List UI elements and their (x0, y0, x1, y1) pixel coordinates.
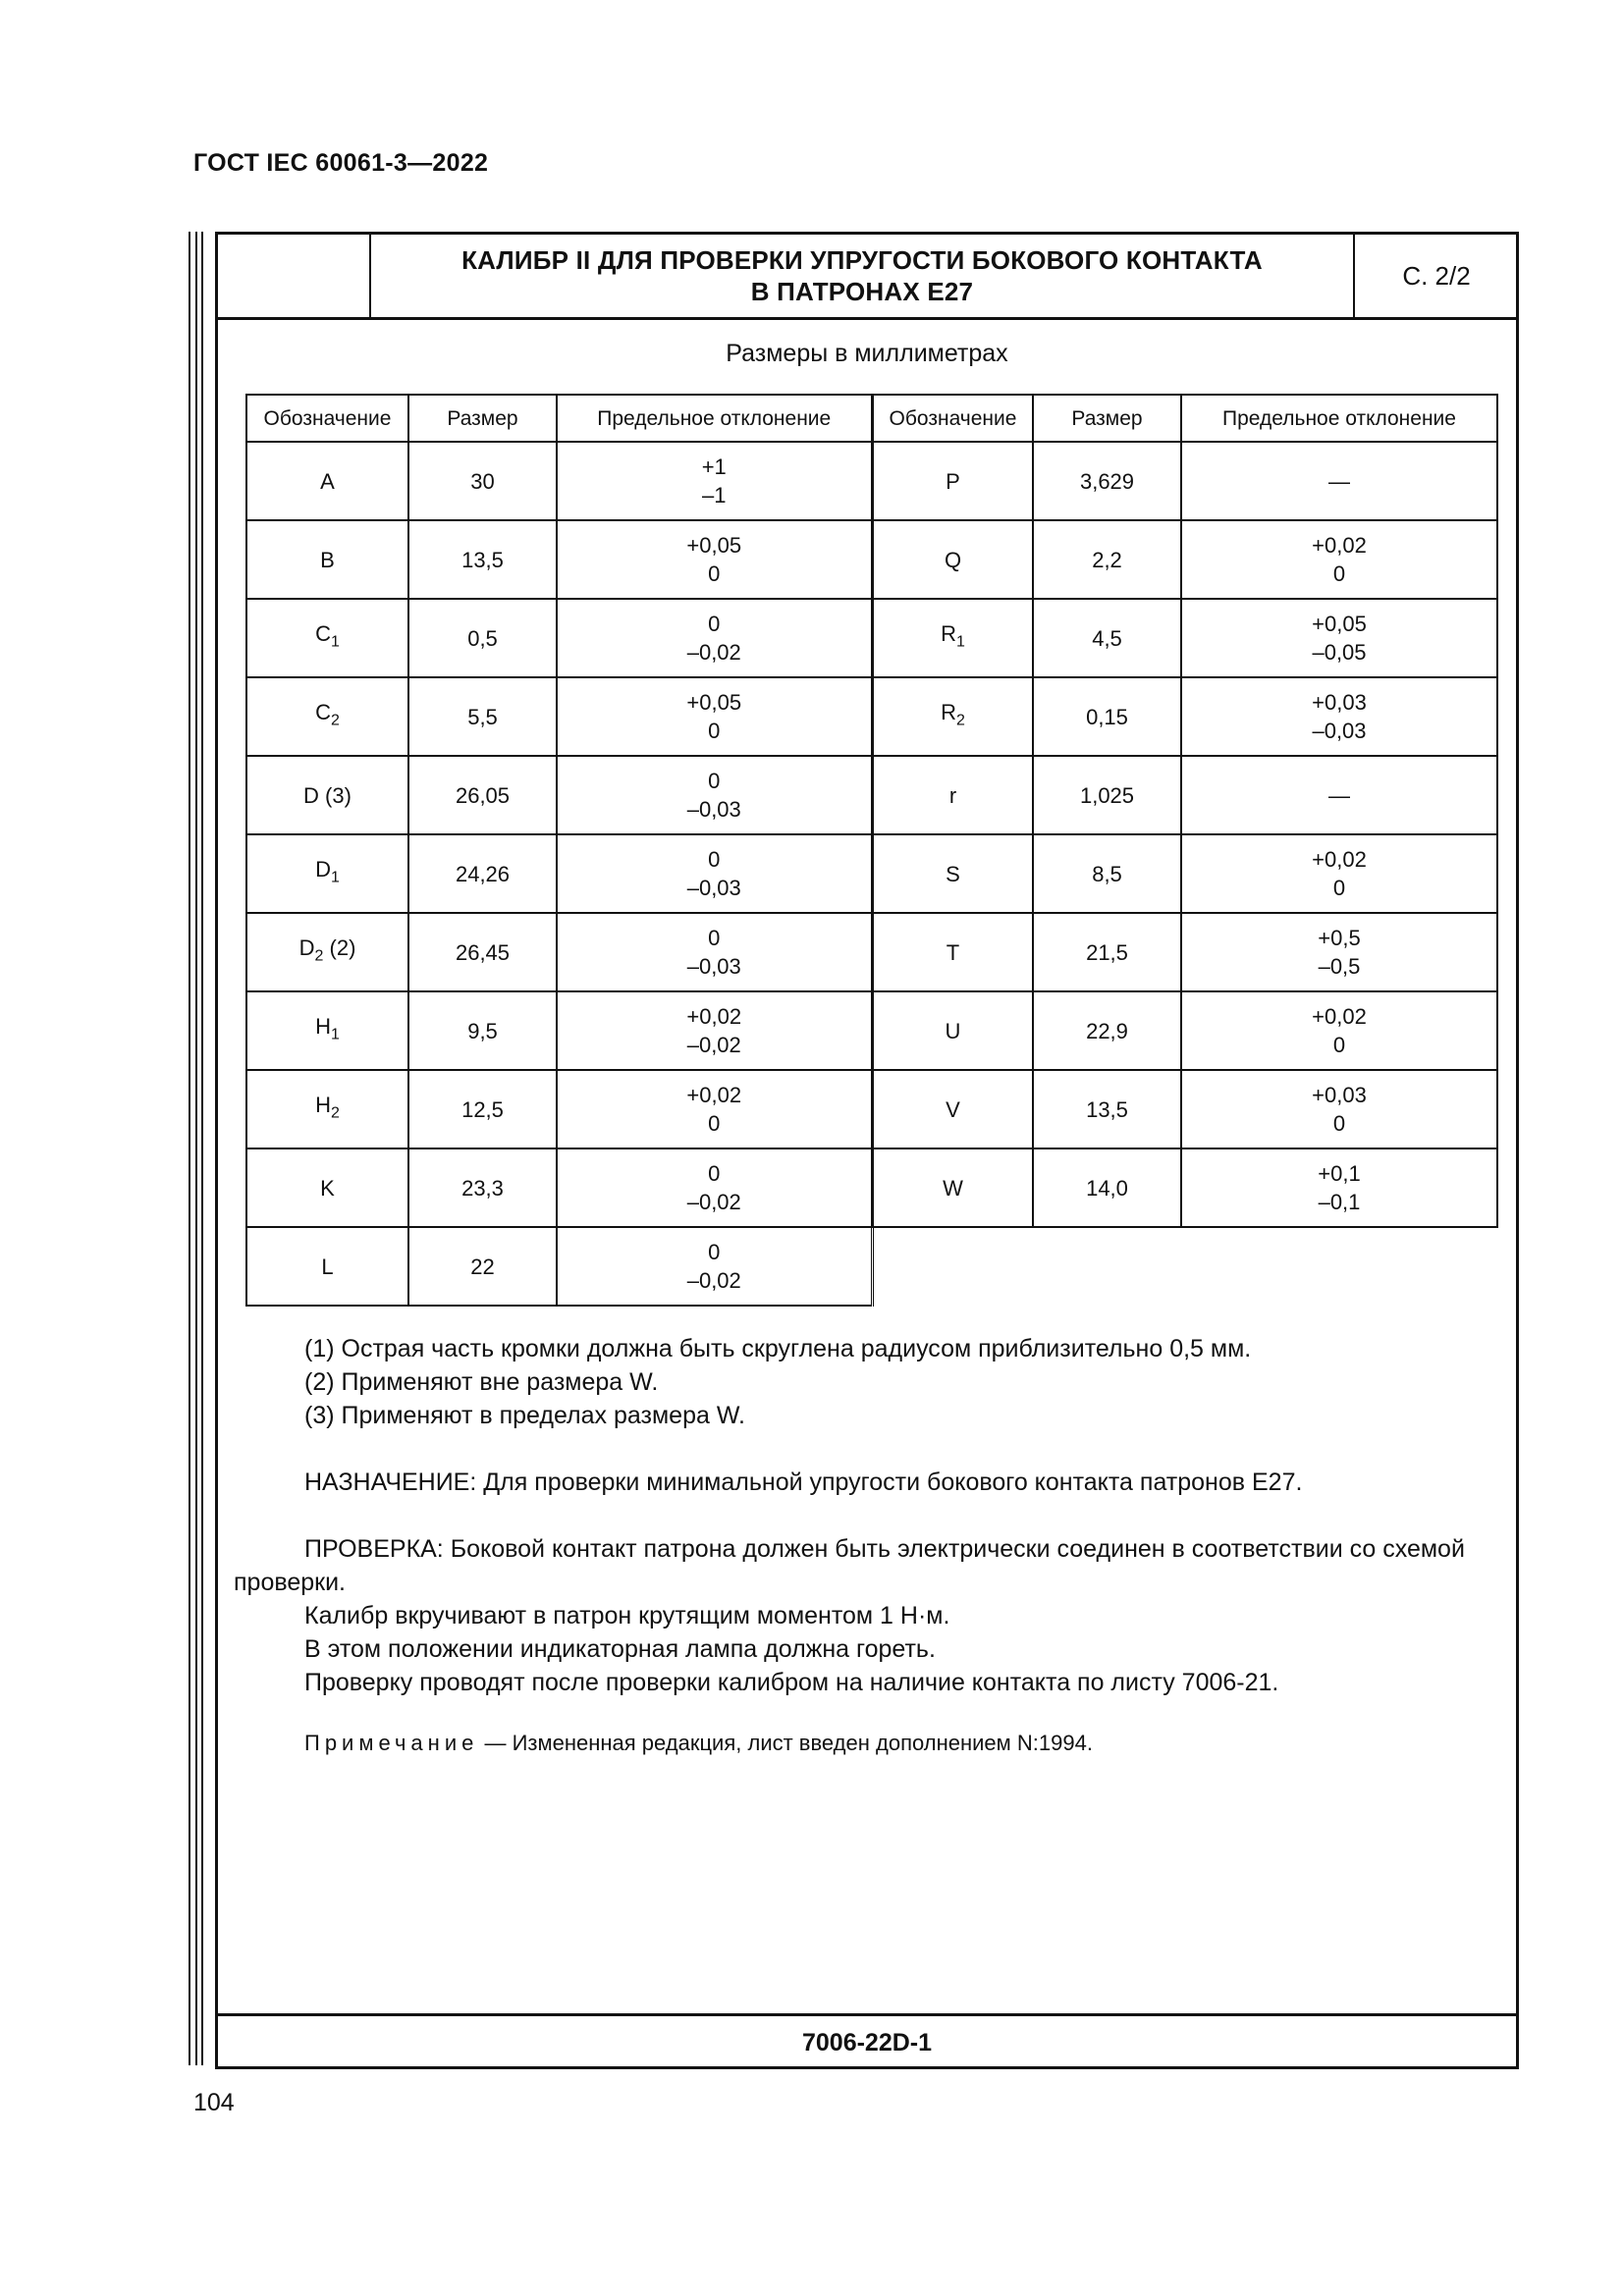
designation-cell (873, 1148, 1033, 1227)
table-row (246, 1227, 872, 1306)
size-cell: 22,9 (1033, 991, 1181, 1070)
footnote-2: (2) Применяют вне размера W. (304, 1368, 659, 1396)
size-cell: 26,05 (408, 756, 557, 834)
sizes-caption: Размеры в миллиметрах (726, 340, 1008, 367)
title-block (218, 235, 1516, 320)
tolerance-cell (557, 599, 872, 677)
tolerance-lower: 0 (708, 561, 721, 586)
tolerance-upper: 0 (708, 612, 721, 636)
size-cell: 14,0 (1033, 1148, 1181, 1227)
tolerance-lower: 0 (708, 719, 721, 743)
tolerance-lower: –0,02 (686, 1268, 741, 1293)
size-cell: 23,3 (408, 1148, 557, 1227)
designation-symbol: Q (944, 547, 962, 572)
designation-symbol: P (946, 468, 960, 494)
designation-cell (246, 913, 408, 991)
remark-note (304, 1731, 1093, 1756)
table-row (246, 599, 872, 677)
page-number: 104 (193, 2089, 235, 2116)
purpose-paragraph: НАЗНАЧЕНИЕ: Для проверки минимальной упругости бокового контакта патронов Е27. (304, 1468, 1303, 1496)
table-row (246, 442, 872, 520)
designation-symbol: C (315, 621, 331, 647)
footnote-1: (1) Острая часть кромки должна быть скруглена радиусом приблизительно 0,5 мм. (304, 1335, 1252, 1362)
designation-symbol: R (941, 621, 956, 647)
table-row (246, 991, 872, 1070)
tolerance-lower: –0,02 (686, 640, 741, 665)
size-cell: 26,45 (408, 913, 557, 991)
tolerance-upper: +0,02 (686, 1083, 742, 1107)
check-paragraph: ПРОВЕРКА: Боковой контакт патрона должен быть электрически соединен в соответствии со схемой проверки. (234, 1535, 1465, 1596)
size-cell: 2,2 (1033, 520, 1181, 599)
table-row (873, 520, 1497, 599)
tolerance-cell (557, 442, 872, 520)
tolerance-lower: –0,03 (1312, 719, 1367, 743)
tolerance-cell (1181, 991, 1497, 1070)
table-row (246, 1148, 872, 1227)
tolerance-lower: –0,02 (686, 1033, 741, 1057)
size-cell: 12,5 (408, 1070, 557, 1148)
tolerance-upper: +0,02 (1312, 1004, 1367, 1029)
tolerance-lower: –0,05 (1312, 640, 1367, 665)
designation-cell (873, 991, 1033, 1070)
designation-cell (246, 677, 408, 756)
check-step-1: Калибр вкручивают в патрон крутящим моментом 1 Н·м. (304, 1602, 950, 1629)
remark-label: Примечание (304, 1731, 479, 1755)
revision-bar (201, 232, 203, 2065)
remark-text: — Измененная редакция, лист введен дополнением N:1994. (478, 1731, 1093, 1755)
tolerance-cell (557, 1070, 872, 1148)
tolerance-upper: +0,03 (1312, 690, 1367, 715)
designation-symbol: W (943, 1175, 963, 1201)
table-row (873, 442, 1497, 520)
designation-cell (873, 1070, 1033, 1148)
designation-symbol: U (945, 1018, 961, 1043)
tolerance-upper: +0,02 (1312, 533, 1367, 558)
notes-section (234, 1332, 1510, 1699)
table-row (873, 756, 1497, 834)
size-cell: 5,5 (408, 677, 557, 756)
size-cell: 22 (408, 1227, 557, 1306)
dimensions-table-left (245, 394, 874, 1307)
tolerance-upper: 0 (708, 847, 721, 872)
sheet-title-line-2: В ПАТРОНАХ Е27 (750, 277, 974, 306)
tolerance-cell (557, 1227, 872, 1306)
designation-subscript: 1 (330, 869, 340, 886)
tolerance-lower: 0 (1332, 1111, 1346, 1136)
size-cell: 13,5 (1033, 1070, 1181, 1148)
document-id: ГОСТ IEC 60061-3—2022 (193, 149, 489, 177)
designation-symbol: H (315, 1093, 331, 1118)
table-row (873, 834, 1497, 913)
designation-symbol: S (946, 861, 960, 886)
designation-symbol: r (948, 782, 957, 808)
dimensions-table-right (872, 394, 1498, 1228)
tolerance-lower: –0,02 (686, 1190, 741, 1214)
check-step-2: В этом положении индикаторная лампа должна гореть. (304, 1635, 936, 1663)
designation-cell (246, 834, 408, 913)
tolerance-upper: +0,5 (1318, 926, 1361, 950)
designation-symbol: B (320, 547, 335, 572)
tolerance-lower: 0 (1332, 876, 1346, 900)
size-cell: 4,5 (1033, 599, 1181, 677)
size-cell: 21,5 (1033, 913, 1181, 991)
designation-symbol: D (315, 857, 331, 882)
tolerance-cell (557, 677, 872, 756)
designation-symbol: H (315, 1014, 331, 1040)
check-step-3: Проверку проводят после проверки калибром на наличие контакта по листу 7006-21. (304, 1669, 1279, 1696)
table-row (873, 1070, 1497, 1148)
tolerance-cell (1181, 677, 1497, 756)
size-cell: 1,025 (1033, 756, 1181, 834)
tolerance-upper: — (1328, 468, 1350, 494)
revision-bar (195, 232, 197, 2065)
tolerance-lower: –1 (702, 483, 727, 507)
table-row (873, 599, 1497, 677)
tolerance-cell (557, 991, 872, 1070)
column-header-tolerance: Предельное отклонение (557, 395, 872, 442)
tolerance-lower: –0,03 (686, 954, 741, 979)
tolerance-upper: 0 (708, 1161, 721, 1186)
designation-subscript: 1 (955, 633, 965, 651)
tolerance-lower: –0,03 (686, 797, 741, 822)
designation-cell (246, 1070, 408, 1148)
size-cell: 30 (408, 442, 557, 520)
designation-cell (873, 599, 1033, 677)
tolerance-cell (1181, 834, 1497, 913)
tolerance-upper: +0,03 (1312, 1083, 1367, 1107)
designation-symbol: C (315, 700, 331, 725)
designation-cell (246, 599, 408, 677)
designation-symbol: T (946, 939, 960, 965)
designation-symbol: L (321, 1254, 334, 1279)
designation-suffix: (2) (323, 935, 356, 961)
sheet-code: 7006-22D-1 (218, 2013, 1516, 2069)
table-row (246, 756, 872, 834)
size-cell: 0,15 (1033, 677, 1181, 756)
tolerance-cell (1181, 1070, 1497, 1148)
table-row (873, 991, 1497, 1070)
size-cell: 0,5 (408, 599, 557, 677)
tolerance-cell (1181, 913, 1497, 991)
table-row (246, 913, 872, 991)
table-header-row (246, 395, 872, 442)
column-header-designation: Обозначение (246, 395, 408, 442)
tolerance-upper: 0 (708, 1240, 721, 1264)
footnote-3: (3) Применяют в пределах размера W. (304, 1402, 745, 1429)
tolerance-lower: 0 (1332, 561, 1346, 586)
tolerance-cell (557, 1148, 872, 1227)
designation-symbol: D (3) (303, 782, 352, 808)
table-row (873, 677, 1497, 756)
sheet-page-ref: С. 2/2 (1353, 235, 1518, 317)
sheet-title-line-1: КАЛИБР II ДЛЯ ПРОВЕРКИ УПРУГОСТИ БОКОВОГО КОНТАКТА (461, 245, 1263, 275)
designation-cell (873, 520, 1033, 599)
tolerance-cell (557, 756, 872, 834)
tolerance-cell (1181, 756, 1497, 834)
size-cell: 9,5 (408, 991, 557, 1070)
tolerance-cell (1181, 442, 1497, 520)
designation-cell (246, 991, 408, 1070)
sheet-title (371, 235, 1353, 317)
designation-cell (873, 834, 1033, 913)
designation-cell (873, 677, 1033, 756)
designation-symbol: R (941, 700, 956, 725)
tolerance-upper: +1 (701, 454, 727, 479)
designation-cell (873, 913, 1033, 991)
tolerance-upper: +0,05 (686, 533, 742, 558)
tolerance-upper: +0,05 (686, 690, 742, 715)
designation-subscript: 1 (330, 1026, 340, 1043)
tolerance-cell (557, 913, 872, 991)
table-row (246, 677, 872, 756)
designation-subscript: 2 (330, 712, 340, 729)
tolerance-lower: –0,03 (686, 876, 741, 900)
tolerance-lower: –0,1 (1318, 1190, 1361, 1214)
designation-symbol: V (946, 1096, 960, 1122)
size-cell: 8,5 (1033, 834, 1181, 913)
tolerance-cell (1181, 599, 1497, 677)
tolerance-upper: +0,05 (1312, 612, 1367, 636)
tolerance-upper: +0,02 (686, 1004, 742, 1029)
designation-subscript: 2 (955, 712, 965, 729)
tolerance-upper: +0,1 (1318, 1161, 1361, 1186)
designation-cell (246, 442, 408, 520)
title-blank-cell (218, 235, 371, 317)
tolerance-lower: 0 (1332, 1033, 1346, 1057)
designation-cell (246, 1227, 408, 1306)
table-header-row (873, 395, 1497, 442)
tolerance-cell (557, 834, 872, 913)
tolerance-cell (557, 520, 872, 599)
designation-cell (873, 442, 1033, 520)
designation-symbol: K (320, 1175, 335, 1201)
table-row (873, 1148, 1497, 1227)
column-header-designation: Обозначение (873, 395, 1033, 442)
table-row (873, 913, 1497, 991)
tolerance-upper: — (1328, 782, 1350, 808)
tolerance-upper: 0 (708, 769, 721, 793)
tolerance-lower: –0,5 (1318, 954, 1361, 979)
designation-subscript: 2 (314, 947, 324, 965)
designation-symbol: A (320, 468, 335, 494)
designation-subscript: 1 (330, 633, 340, 651)
table-row (246, 520, 872, 599)
sheet-frame (215, 232, 1519, 2069)
designation-cell (246, 756, 408, 834)
tolerance-upper: 0 (708, 926, 721, 950)
column-header-size: Размер (1033, 395, 1181, 442)
revision-bar (189, 232, 190, 2065)
table-row (246, 1070, 872, 1148)
size-cell: 13,5 (408, 520, 557, 599)
size-cell: 24,26 (408, 834, 557, 913)
size-cell: 3,629 (1033, 442, 1181, 520)
designation-subscript: 2 (330, 1104, 340, 1122)
table-row (246, 834, 872, 913)
designation-cell (873, 756, 1033, 834)
tolerance-upper: +0,02 (1312, 847, 1367, 872)
designation-cell (246, 520, 408, 599)
tolerance-cell (1181, 1148, 1497, 1227)
designation-symbol: D (298, 935, 315, 961)
column-header-tolerance: Предельное отклонение (1181, 395, 1497, 442)
column-header-size: Размер (408, 395, 557, 442)
designation-cell (246, 1148, 408, 1227)
tolerance-cell (1181, 520, 1497, 599)
tolerance-lower: 0 (708, 1111, 721, 1136)
